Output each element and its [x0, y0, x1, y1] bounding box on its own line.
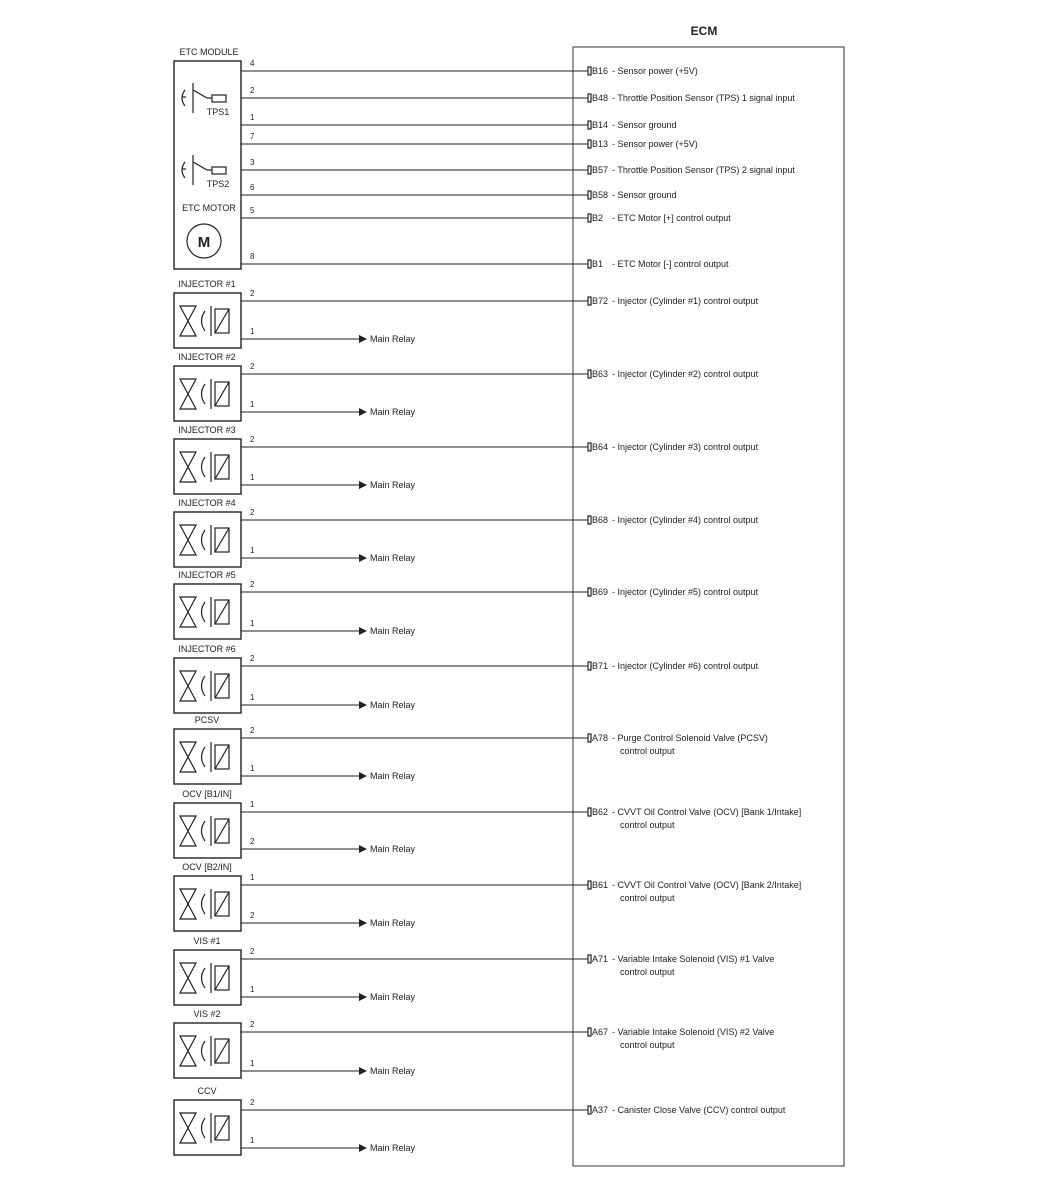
- etc-terminal-7: B1: [592, 259, 604, 269]
- component-label: OCV [B2/IN]: [182, 862, 232, 872]
- relay-pin: 1: [250, 400, 255, 409]
- signal-pin: 2: [250, 654, 255, 663]
- ecm-terminal: B63: [592, 369, 609, 379]
- relay-pin: 2: [250, 837, 255, 846]
- ecm-description: - Injector (Cylinder #1) control output: [612, 296, 759, 306]
- component-box: [174, 293, 241, 348]
- ecm-terminal: A67: [592, 1027, 609, 1037]
- signal-pin: 2: [250, 1020, 255, 1029]
- main-relay-label: Main Relay: [370, 844, 416, 854]
- etc-pin-3: 7: [250, 132, 255, 141]
- component-label: PCSV: [194, 715, 220, 725]
- main-relay-label: Main Relay: [370, 1066, 416, 1076]
- etc-terminal-0: B16: [592, 66, 609, 76]
- etc-desc-1: - Throttle Position Sensor (TPS) 1 signal input: [612, 93, 795, 103]
- component-box: [174, 1100, 241, 1155]
- ecm-description: - Injector (Cylinder #6) control output: [612, 661, 759, 671]
- etc-pin-4: 3: [250, 158, 255, 167]
- main-relay-label: Main Relay: [370, 992, 416, 1002]
- signal-pin: 2: [250, 1098, 255, 1107]
- etc-terminal-3: B13: [592, 139, 609, 149]
- etc-desc-7: - ETC Motor [-] control output: [612, 259, 729, 269]
- component-box: [174, 439, 241, 494]
- motor-symbol: M: [197, 234, 211, 251]
- etc-desc-4: - Throttle Position Sensor (TPS) 2 signal input: [612, 165, 795, 175]
- ecm-description: - Injector (Cylinder #3) control output: [612, 442, 759, 452]
- main-relay-label: Main Relay: [370, 1143, 416, 1153]
- etc-terminal-6: B2: [592, 213, 604, 223]
- etc-pin-1: 2: [250, 86, 255, 95]
- ecm-terminal: A37: [592, 1105, 609, 1115]
- ecm-description-line2: control output: [620, 746, 675, 756]
- ecm-description: - Canister Close Valve (CCV) control output: [612, 1105, 786, 1115]
- component-label: INJECTOR #1: [178, 279, 236, 289]
- component-label: CCV: [197, 1086, 217, 1096]
- signal-pin: 1: [250, 800, 255, 809]
- ecm-description: - Injector (Cylinder #5) control output: [612, 587, 759, 597]
- component-box: [174, 1023, 241, 1078]
- main-relay-label: Main Relay: [370, 626, 416, 636]
- component-box: [174, 876, 241, 931]
- etc-desc-6: - ETC Motor [+] control output: [612, 213, 731, 223]
- component-label: VIS #1: [193, 936, 221, 946]
- etc-pin-5: 6: [250, 183, 255, 192]
- signal-pin: 2: [250, 580, 255, 589]
- signal-pin: 2: [250, 289, 255, 298]
- relay-pin: 1: [250, 327, 255, 336]
- main-relay-label: Main Relay: [370, 771, 416, 781]
- ecm-description-line2: control output: [620, 820, 675, 830]
- component-label: INJECTOR #3: [178, 425, 236, 435]
- ecm-description: - CVVT Oil Control Valve (OCV) [Bank 1/Intake]: [612, 807, 802, 817]
- component-box: [174, 803, 241, 858]
- ecm-description: - Variable Intake Solenoid (VIS) #1 Valve: [612, 954, 775, 964]
- ecm-description-line2: control output: [620, 1040, 675, 1050]
- ecm-description-line2: control output: [620, 967, 675, 977]
- relay-pin: 1: [250, 985, 255, 994]
- ecm-description: - Injector (Cylinder #4) control output: [612, 515, 759, 525]
- etc-desc-2: - Sensor ground: [612, 120, 677, 130]
- signal-pin: 1: [250, 873, 255, 882]
- relay-pin: 1: [250, 1136, 255, 1145]
- ecm-terminal: A78: [592, 733, 609, 743]
- ecm-terminal: A71: [592, 954, 609, 964]
- main-relay-label: Main Relay: [370, 918, 416, 928]
- component-box: [174, 950, 241, 1005]
- etc-desc-3: - Sensor power (+5V): [612, 139, 698, 149]
- signal-pin: 2: [250, 508, 255, 517]
- relay-pin: 1: [250, 693, 255, 702]
- component-label: INJECTOR #6: [178, 644, 236, 654]
- ecm-terminal: B71: [592, 661, 609, 671]
- main-relay-label: Main Relay: [370, 407, 416, 417]
- etc-desc-5: - Sensor ground: [612, 190, 677, 200]
- component-box: [174, 729, 241, 784]
- component-label: INJECTOR #5: [178, 570, 236, 580]
- signal-pin: 2: [250, 947, 255, 956]
- etc-terminal-1: B48: [592, 93, 609, 103]
- main-relay-label: Main Relay: [370, 553, 416, 563]
- ecm-title: ECM: [690, 24, 718, 38]
- ecm-terminal: B62: [592, 807, 609, 817]
- etc-pin-2: 1: [250, 113, 255, 122]
- relay-pin: 1: [250, 1059, 255, 1068]
- ecm-description: - Variable Intake Solenoid (VIS) #2 Valve: [612, 1027, 775, 1037]
- component-label: INJECTOR #4: [178, 498, 236, 508]
- ecm-description: - CVVT Oil Control Valve (OCV) [Bank 2/Intake]: [612, 880, 802, 890]
- component-box: [174, 658, 241, 713]
- etc-terminal-5: B58: [592, 190, 609, 200]
- etc-desc-0: - Sensor power (+5V): [612, 66, 698, 76]
- component-box: [174, 512, 241, 567]
- ecm-terminal: B61: [592, 880, 609, 890]
- relay-pin: 2: [250, 911, 255, 920]
- tps1-label: TPS1: [206, 107, 230, 117]
- component-box: [174, 366, 241, 421]
- relay-pin: 1: [250, 546, 255, 555]
- etc-pin-0: 4: [250, 59, 255, 68]
- etc-terminal-4: B57: [592, 165, 609, 175]
- etc-pin-6: 5: [250, 206, 255, 215]
- ecm-description: - Injector (Cylinder #2) control output: [612, 369, 759, 379]
- etc-motor-label: ETC MOTOR: [182, 203, 236, 213]
- ecm-terminal: B72: [592, 296, 609, 306]
- component-label: VIS #2: [193, 1009, 221, 1019]
- signal-pin: 2: [250, 726, 255, 735]
- ecm-description: - Purge Control Solenoid Valve (PCSV): [612, 733, 768, 743]
- main-relay-label: Main Relay: [370, 480, 416, 490]
- ecm-description-line2: control output: [620, 893, 675, 903]
- main-relay-label: Main Relay: [370, 700, 416, 710]
- ecm-terminal: B69: [592, 587, 609, 597]
- tps2-label: TPS2: [206, 179, 230, 189]
- relay-pin: 1: [250, 764, 255, 773]
- main-relay-label: Main Relay: [370, 334, 416, 344]
- etc-terminal-2: B14: [592, 120, 609, 130]
- signal-pin: 2: [250, 435, 255, 444]
- component-box: [174, 584, 241, 639]
- relay-pin: 1: [250, 619, 255, 628]
- etc-pin-7: 8: [250, 252, 255, 261]
- ecm-terminal: B64: [592, 442, 609, 452]
- relay-pin: 1: [250, 473, 255, 482]
- component-label: OCV [B1/IN]: [182, 789, 232, 799]
- component-label: INJECTOR #2: [178, 352, 236, 362]
- signal-pin: 2: [250, 362, 255, 371]
- etc-module-label: ETC MODULE: [179, 47, 239, 57]
- ecm-terminal: B68: [592, 515, 609, 525]
